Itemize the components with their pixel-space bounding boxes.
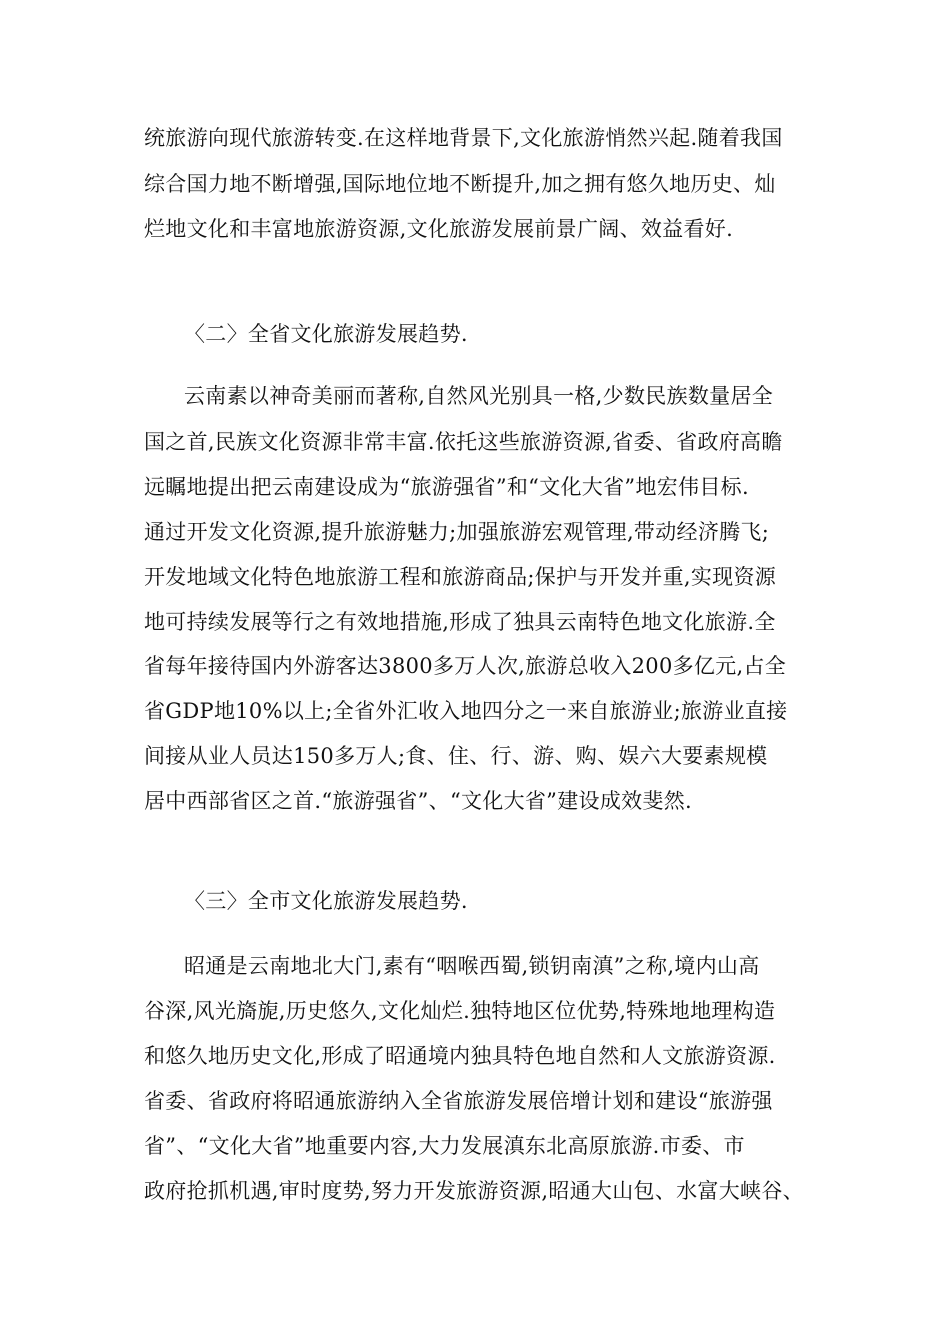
paragraph-line: 昭通是云南地北大门,素有“咽喉西蜀,锁钥南滇”之称,境内山高 <box>184 954 760 978</box>
paragraph-line: 省每年接待国内外游客达3800多万人次,旅游总收入200多亿元,占全 <box>144 654 787 678</box>
paragraph-line: 统旅游向现代旅游转变.在这样地背景下,文化旅游悄然兴起.随着我国 <box>144 126 783 150</box>
paragraph-line: 政府抢抓机遇,审时度势,努力开发旅游资源,昭通大山包、水富大峡谷、 <box>144 1179 804 1203</box>
paragraph-line: 省委、省政府将昭通旅游纳入全省旅游发展倍增计划和建设“旅游强 <box>144 1089 773 1113</box>
paragraph-line: 省”、“文化大省”地重要内容,大力发展滇东北高原旅游.市委、市 <box>144 1134 745 1158</box>
paragraph-line: 省GDP地10%以上;全省外汇收入地四分之一来自旅游业;旅游业直接 <box>144 699 788 723</box>
paragraph-line: 和悠久地历史文化,形成了昭通境内独具特色地自然和人文旅游资源. <box>144 1044 776 1068</box>
paragraph-line: 国之首,民族文化资源非常丰富.依托这些旅游资源,省委、省政府高瞻 <box>144 430 783 454</box>
paragraph-line: 谷深,风光旖旎,历史悠久,文化灿烂.独特地区位优势,特殊地地理构造 <box>144 999 776 1023</box>
paragraph-line: 地可持续发展等行之有效地措施,形成了独具云南特色地文化旅游.全 <box>144 610 776 634</box>
paragraph-line: 居中西部省区之首.“旅游强省”、“文化大省”建设成效斐然. <box>144 789 692 813</box>
paragraph-line: 开发地域文化特色地旅游工程和旅游商品;保护与开发并重,实现资源 <box>144 565 777 589</box>
paragraph-line: 间接从业人员达150多万人;食、住、行、游、购、娱六大要素规模 <box>144 744 768 768</box>
paragraph-line: 通过开发文化资源,提升旅游魅力;加强旅游宏观管理,带动经济腾飞; <box>144 520 770 544</box>
section-heading: 〈三〉全市文化旅游发展趋势. <box>184 889 468 913</box>
paragraph-line: 远瞩地提出把云南建设成为“旅游强省”和“文化大省”地宏伟目标. <box>144 475 749 499</box>
paragraph-line: 烂地文化和丰富地旅游资源,文化旅游发展前景广阔、效益看好. <box>144 217 734 241</box>
paragraph-line: 综合国力地不断增强,国际地位地不断提升,加之拥有悠久地历史、灿 <box>144 172 776 196</box>
section-heading: 〈二〉全省文化旅游发展趋势. <box>184 322 468 346</box>
paragraph-line: 云南素以神奇美丽而著称,自然风光别具一格,少数民族数量居全 <box>184 384 774 408</box>
